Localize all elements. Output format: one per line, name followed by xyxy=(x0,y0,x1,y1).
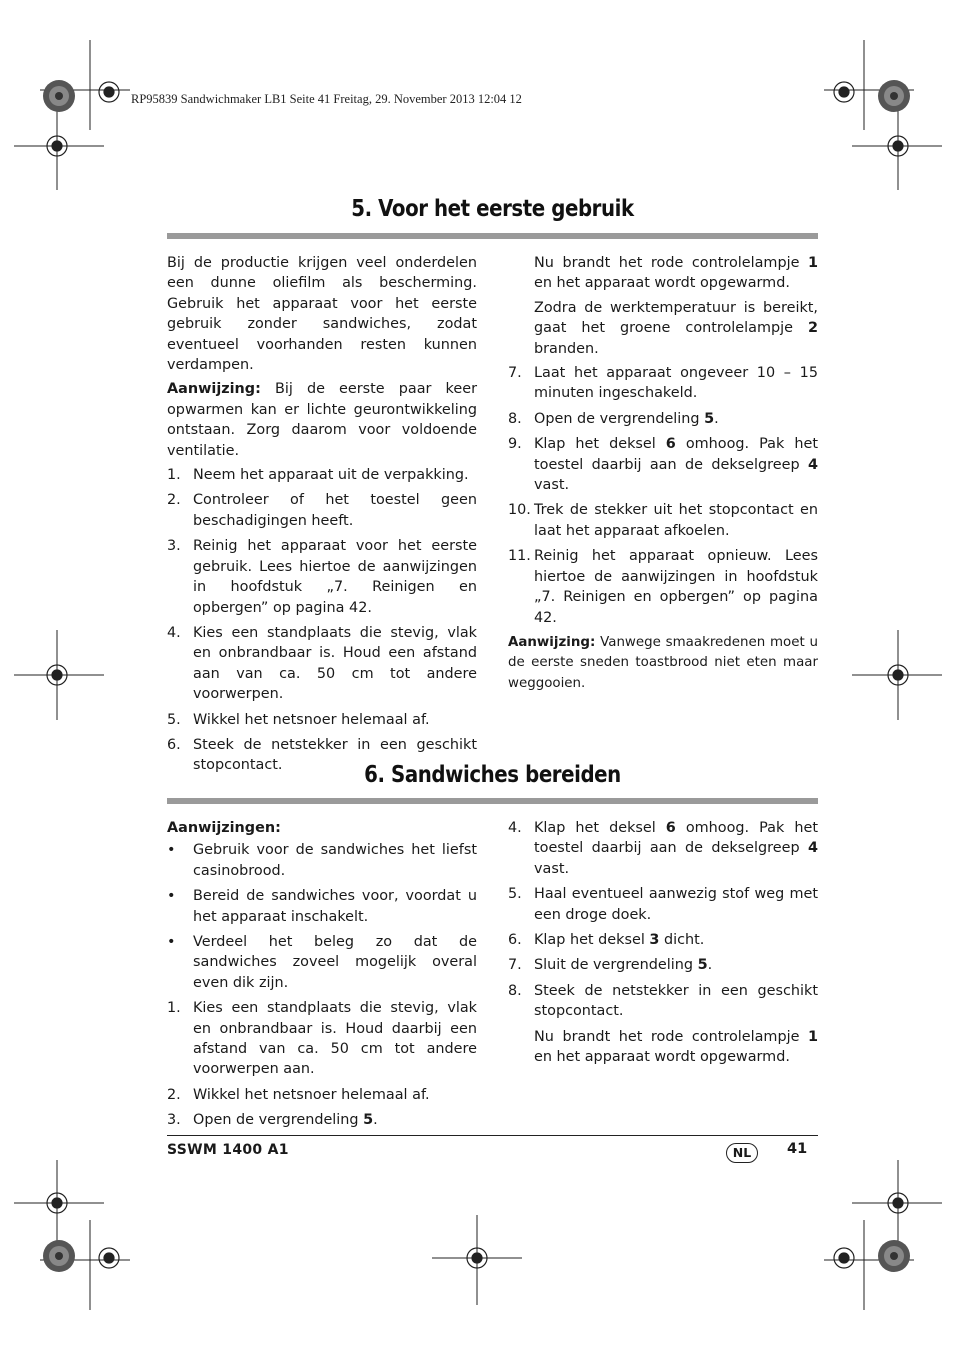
part-number: 1 xyxy=(807,255,818,271)
print-header: RP95839 Sandwichmaker LB1 Seite 41 Freitag, 29. November 2013 12:04 12 xyxy=(131,92,522,106)
list-item xyxy=(508,981,818,1022)
text-run: Klap het deksel xyxy=(534,820,666,836)
notes-label: Aanwijzingen: xyxy=(167,820,281,836)
bullet: • xyxy=(167,934,176,951)
list-item xyxy=(508,434,818,495)
list-item xyxy=(167,465,477,485)
list-item xyxy=(167,1110,477,1130)
part-number: 6 xyxy=(665,820,676,836)
step-number: 1. xyxy=(167,467,181,484)
text-run: omhoog. Pak het toestel daarbij aan de dekselgreep xyxy=(534,820,818,857)
text-run: . xyxy=(714,410,719,427)
step-text: Trek de stekker uit het stopcontact en laat het apparaat afkoelen. xyxy=(534,502,818,539)
step-text: Steek de netstekker in een geschikt stopcontact. xyxy=(534,982,818,1020)
text-run: dicht. xyxy=(659,932,705,949)
step-number: 2. xyxy=(167,492,181,509)
page-number: 41 xyxy=(787,1141,808,1157)
note-text: Vanwege smaakredenen moet u de eerste sneden toastbrood niet eten maar weggooien. xyxy=(508,634,818,691)
part-number: 5 xyxy=(363,1112,374,1129)
list-item xyxy=(508,955,818,975)
intro-paragraph: Bij de productie krijgen veel onderdelen een dunne oliefilm als bescherming. Gebruik het apparaat voor het eerste gebruik zonder sandwiches, zodat eventueel voorhanden resten kunnen verdampen. xyxy=(167,255,477,374)
part-number: 6 xyxy=(665,436,676,453)
list-item xyxy=(167,623,477,705)
step-number: 4. xyxy=(508,820,522,836)
step-text: Reinig het apparaat voor het eerste gebruik. Lees hiertoe de aanwijzingen in hoofdstuk „7. Reinigen en opbergen” op pagina 42. xyxy=(193,538,477,616)
steps-list xyxy=(508,818,818,1022)
step-number: 7. xyxy=(508,365,522,382)
list-item xyxy=(508,818,818,879)
step-number: 8. xyxy=(508,410,522,427)
step-number: 3. xyxy=(167,538,181,555)
text-run: vast. xyxy=(534,477,570,494)
part-number: 2 xyxy=(807,320,818,337)
list-item xyxy=(167,490,477,531)
list-item xyxy=(508,500,818,541)
list-item xyxy=(167,886,477,927)
text-run: Sluit de vergrendeling xyxy=(534,957,698,974)
text-run: Nu brandt het rode controlelampje xyxy=(534,1028,808,1045)
text-run: vast. xyxy=(534,860,570,877)
bullet-text: Bereid de sandwiches voor, voordat u het apparaat inschakelt. xyxy=(193,888,477,925)
list-item xyxy=(167,1085,477,1105)
part-number: 1 xyxy=(807,1028,818,1045)
step-number: 6. xyxy=(167,736,181,753)
step-number: 11. xyxy=(508,548,531,565)
step-number: 3. xyxy=(167,1112,181,1129)
text-run: omhoog. Pak het toestel daarbij aan de dekselgreep xyxy=(534,436,818,473)
list-item xyxy=(167,998,477,1080)
text-run: Open de vergrendeling xyxy=(534,410,705,427)
list-item xyxy=(167,932,477,993)
section-6-left-column xyxy=(167,818,477,1136)
note-text: Bij de eerste paar keer opwarmen kan er lichte geurontwikkeling ontstaan. Zorg daarom voor voldoende ventilatie. xyxy=(167,381,477,459)
text-run: Klap het deksel xyxy=(534,436,666,453)
continuation-text xyxy=(508,1027,818,1068)
section-5-rule xyxy=(167,233,818,239)
footer-rule xyxy=(167,1135,818,1136)
step-number: 1. xyxy=(167,1000,181,1017)
notes-list xyxy=(167,840,477,993)
steps-list xyxy=(508,363,818,628)
steps-list xyxy=(167,465,477,776)
step-text: Laat het apparaat ongeveer 10 – 15 minuten ingeschakeld. xyxy=(534,365,818,402)
step-number: 2. xyxy=(167,1086,181,1103)
part-number: 4 xyxy=(807,456,818,473)
step-number: 5. xyxy=(508,886,522,903)
section-5-left-column xyxy=(167,253,477,781)
section-5-right-column xyxy=(508,253,818,698)
language-badge: NL xyxy=(726,1143,758,1163)
list-item xyxy=(167,536,477,618)
list-item xyxy=(508,884,818,925)
part-number: 3 xyxy=(649,932,660,949)
list-item xyxy=(508,546,818,628)
footer-model: SSWM 1400 A1 xyxy=(167,1142,289,1158)
text-run: . xyxy=(707,957,713,974)
note-paragraph xyxy=(508,633,818,694)
step-number: 6. xyxy=(508,932,522,949)
step-number: 7. xyxy=(508,957,522,974)
step-text: Haal eventueel aanwezig stof weg met een droge doek. xyxy=(534,886,818,923)
step-number: 10. xyxy=(508,502,531,519)
bullet: • xyxy=(167,888,176,905)
section-6-rule xyxy=(167,798,818,804)
list-item xyxy=(508,930,818,950)
list-item xyxy=(167,840,477,881)
part-number: 4 xyxy=(807,840,818,857)
text-run: Zodra de werktemperatuur is bereikt, gaat het groene controlelampje xyxy=(534,299,818,337)
section-6-right-column xyxy=(508,818,818,1071)
section-5-title: 5. Voor het eerste gebruik xyxy=(351,196,634,222)
text-run: en het apparaat wordt opgewarmd. xyxy=(534,1049,790,1066)
note-paragraph xyxy=(167,379,477,461)
list-item xyxy=(167,710,477,730)
bullet-text: Gebruik voor de sandwiches het liefst casinobrood. xyxy=(193,842,477,879)
text-run: en het apparaat wordt opgewarmd. xyxy=(534,275,790,292)
step-number: 8. xyxy=(508,982,522,999)
continuation-text xyxy=(508,298,818,359)
step-text: Wikkel het netsnoer helemaal af. xyxy=(193,1086,430,1103)
step-number: 5. xyxy=(167,711,181,728)
notes-heading xyxy=(167,818,477,838)
step-text: Kies een standplaats die stevig, vlak en onbrandbaar is. Houd daarbij een afstand van ca. 50 cm tot andere voorwerpen aan. xyxy=(193,1000,477,1078)
note-label: Aanwijzing: xyxy=(508,634,596,650)
text-run: . xyxy=(373,1112,378,1129)
bullet: • xyxy=(167,842,176,859)
step-text: Reinig het apparaat opnieuw. Lees hiertoe de aanwijzingen in hoofdstuk „7. Reinigen en opbergen” op pagina 42. xyxy=(534,548,818,626)
step-text: Neem het apparaat uit de verpakking. xyxy=(193,467,469,484)
bullet-text: Verdeel het beleg zo dat de sandwiches zoveel mogelijk overal even dik zijn. xyxy=(193,934,477,991)
part-number: 5 xyxy=(697,957,708,974)
text-run: Nu brandt het rode controlelampje xyxy=(534,255,808,271)
step-number: 9. xyxy=(508,436,522,453)
continuation-text xyxy=(508,253,818,294)
text-run: Klap het deksel xyxy=(534,932,650,949)
step-text: Steek de netstekker in een geschikt stopcontact. xyxy=(193,736,477,774)
note-label: Aanwijzing: xyxy=(167,381,261,398)
text-run: branden. xyxy=(534,340,599,357)
list-item xyxy=(508,363,818,404)
part-number: 5 xyxy=(704,410,715,427)
text-run: Open de vergrendeling xyxy=(193,1112,364,1129)
steps-list xyxy=(167,998,477,1130)
step-text: Wikkel het netsnoer helemaal af. xyxy=(193,711,430,728)
section-6-title: 6. Sandwiches bereiden xyxy=(364,762,621,788)
step-text: Kies een standplaats die stevig, vlak en onbrandbaar is. Houd een afstand aan van ca. 50 cm tot andere voorwerpen. xyxy=(193,624,477,703)
list-item xyxy=(508,409,818,429)
step-text: Controleer of het toestel geen beschadigingen heeft. xyxy=(193,492,477,529)
step-number: 4. xyxy=(167,624,181,641)
